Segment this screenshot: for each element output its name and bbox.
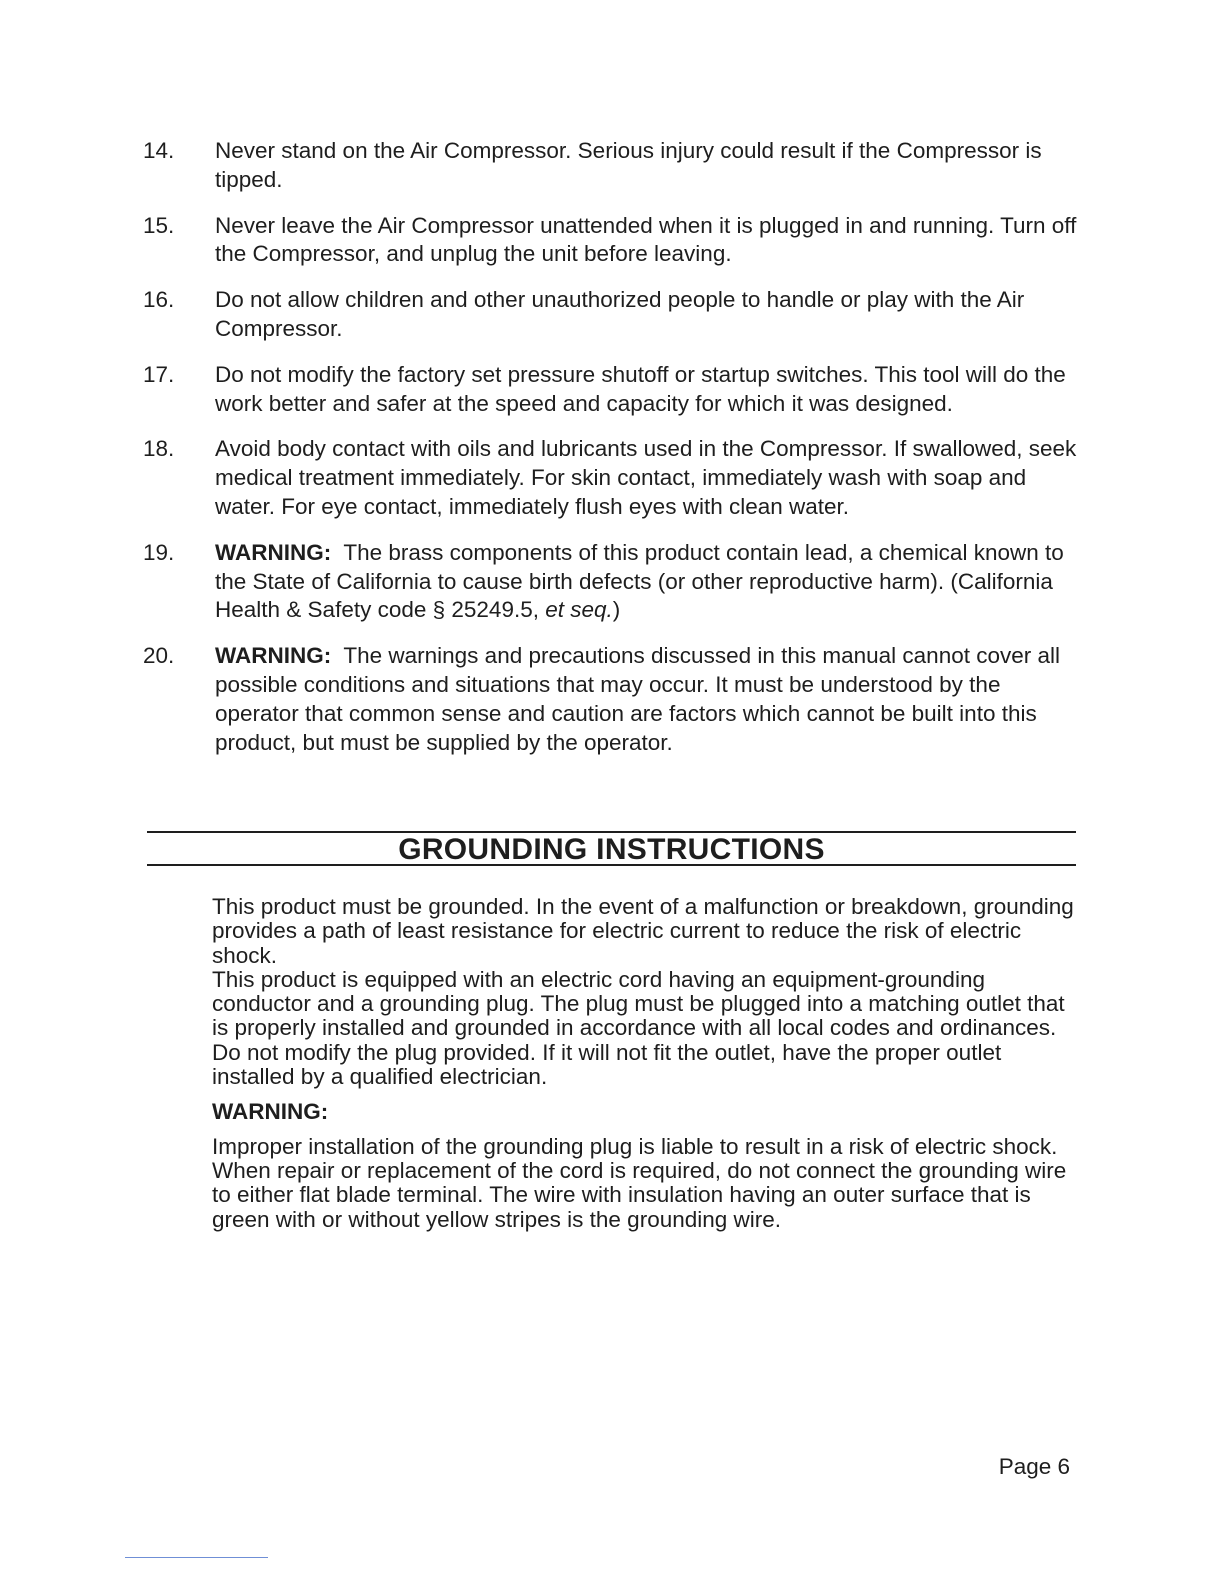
grounding-warning-label: WARNING: [212, 1099, 329, 1125]
item-number: 16. [143, 287, 175, 313]
grounding-paragraph-1: This product must be grounded. In the event of a malfunction or breakdown, grounding provides a path of least resistance for electric current to reduce the risk of electric shock. [212, 894, 1074, 968]
safety-item-20 [143, 642, 1078, 757]
item-text [215, 539, 1078, 625]
item-number: 15. [143, 212, 175, 238]
citation-close: ) [612, 597, 621, 623]
item-text: Do not modify the factory set pressure shutoff or startup switches. This tool will do the work better and safer at the speed and capacity for which it was designed. [215, 361, 1066, 416]
page-number: Page 6 [998, 1454, 1070, 1479]
grounding-paragraph-2: This product is equipped with an electric cord having an equipment-grounding conductor and a grounding plug. The plug must be plugged into a matching outlet that is properly installed and grounded in accordance with all local codes and ordinances. [212, 966, 1065, 1041]
grounding-heading-text: GROUNDING INSTRUCTIONS [398, 833, 825, 866]
warning-body: The warnings and precautions discussed in this manual cannot cover all possible conditions and situations that may occur. It must be understood by the operator that common sense and caution are factors which cannot be built into this product, but must be supplied by the operator. [215, 643, 1061, 755]
safety-item-19 [143, 539, 1078, 625]
safety-item-15 [143, 212, 1078, 270]
item-text: Never leave the Air Compressor unattended when it is plugged in and running. Turn off the Compressor, and unplug the unit before leaving. [215, 212, 1077, 267]
item-text [215, 642, 1078, 757]
item-number: 19. [143, 539, 175, 565]
item-number: 18. [143, 436, 175, 462]
grounding-heading [147, 831, 1076, 866]
grounding-paragraph-3: Do not modify the plug provided. If it will not fit the outlet, have the proper outlet installed by a qualified electrician. [212, 1039, 1002, 1090]
warning-body: The brass components of this product contain lead, a chemical known to the State of California to cause birth defects (or other reproductive harm). (California Health & Safety code § 25249.5, [215, 539, 1064, 623]
safety-item-16 [143, 286, 1078, 344]
citation-italic: et seq. [545, 597, 613, 623]
safety-item-17 [143, 361, 1078, 419]
item-text: Never stand on the Air Compressor. Serious injury could result if the Compressor is tipped. [215, 138, 1042, 192]
warning-label: WARNING: [215, 643, 332, 669]
safety-item-14 [143, 137, 1078, 195]
item-number: 17. [143, 361, 175, 387]
item-text: Avoid body contact with oils and lubricants used in the Compressor. If swallowed, seek medical treatment immediately. For skin contact, immediately wash with soap and water. For eye contact, immediately flush eyes with clean water. [215, 436, 1077, 519]
grounding-section [212, 895, 1082, 1232]
safety-rules-list [143, 137, 1078, 774]
warning-label: WARNING: [215, 539, 332, 565]
item-number: 14. [143, 138, 175, 163]
item-text: Do not allow children and other unauthorized people to handle or play with the Air Compressor. [215, 287, 1025, 341]
safety-item-18 [143, 435, 1078, 521]
item-number: 20. [143, 643, 175, 669]
grounding-warning-text: Improper installation of the grounding plug is liable to result in a risk of electric shock. When repair or replacement of the cord is required, do not connect the grounding wire to either flat blade terminal. The wire with insulation having an outer surface that is green with or without yellow stripes is the grounding wire. [212, 1133, 1067, 1232]
footer-divider [125, 1557, 268, 1558]
